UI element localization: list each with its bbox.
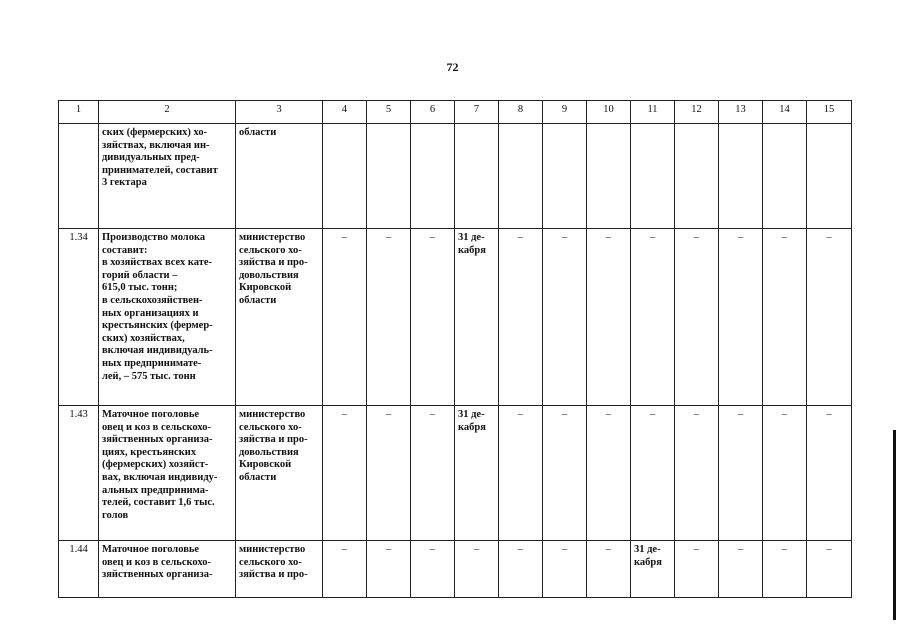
column-header: 4 bbox=[323, 101, 367, 124]
table-cell bbox=[631, 124, 675, 229]
column-header: 15 bbox=[807, 101, 852, 124]
column-header: 7 bbox=[455, 101, 499, 124]
deadline-cell: 31 де- кабря bbox=[455, 406, 499, 541]
table-cell bbox=[411, 124, 455, 229]
table-cell: – bbox=[587, 229, 631, 406]
table-cell bbox=[807, 124, 852, 229]
column-header: 6 bbox=[411, 101, 455, 124]
row-number bbox=[59, 124, 99, 229]
schedule-table bbox=[58, 100, 852, 598]
table-cell: – bbox=[367, 229, 411, 406]
table-row bbox=[59, 229, 852, 406]
row-responsible: области bbox=[236, 124, 323, 229]
column-header: 11 bbox=[631, 101, 675, 124]
table-cell: – bbox=[719, 406, 763, 541]
row-responsible: министерство сельского хо- зяйства и про- bbox=[236, 541, 323, 598]
table-cell bbox=[323, 124, 367, 229]
table-cell: – bbox=[631, 229, 675, 406]
column-header: 13 bbox=[719, 101, 763, 124]
table-cell bbox=[455, 124, 499, 229]
row-description: ских (фермерских) хо- зяйствах, включая ин- дивидуальных пред- принимателей, составит 3 гектара bbox=[99, 124, 236, 229]
table-cell: – bbox=[499, 541, 543, 598]
table-cell: – bbox=[323, 406, 367, 541]
row-description: Производство молока составит: в хозяйствах всех кате- горий области – 615,0 тыс. тонн; в сельскохозяйствен- ных организациях и крестьянских (фермер- ских) хозяйствах, включая индивидуаль- ных предпринимате- лей, – 575 тыс. тонн bbox=[99, 229, 236, 406]
column-header: 10 bbox=[587, 101, 631, 124]
table-cell: – bbox=[411, 541, 455, 598]
row-responsible: министерство сельского хо- зяйства и про- довольствия Кировской области bbox=[236, 406, 323, 541]
page-number: 72 bbox=[446, 60, 459, 74]
table-cell: – bbox=[543, 541, 587, 598]
deadline-cell: 31 де- кабря bbox=[631, 541, 675, 598]
table-cell: – bbox=[763, 406, 807, 541]
table-cell: – bbox=[323, 541, 367, 598]
table-cell: – bbox=[719, 541, 763, 598]
row-responsible: министерство сельского хо- зяйства и про- довольствия Кировской области bbox=[236, 229, 323, 406]
table-cell: – bbox=[675, 541, 719, 598]
table-cell bbox=[367, 124, 411, 229]
table-cell: – bbox=[543, 229, 587, 406]
header-row bbox=[59, 101, 852, 124]
table-cell bbox=[763, 124, 807, 229]
table-cell: – bbox=[323, 229, 367, 406]
scan-edge-mark bbox=[893, 430, 896, 620]
column-header: 8 bbox=[499, 101, 543, 124]
table-cell bbox=[675, 124, 719, 229]
table-cell: – bbox=[631, 406, 675, 541]
column-header: 1 bbox=[59, 101, 99, 124]
table-row bbox=[59, 124, 852, 229]
table-cell bbox=[587, 124, 631, 229]
table-cell: – bbox=[763, 541, 807, 598]
row-number: 1.44 bbox=[59, 541, 99, 598]
table-cell: – bbox=[499, 406, 543, 541]
table-row bbox=[59, 541, 852, 598]
table-cell: – bbox=[675, 229, 719, 406]
column-header: 3 bbox=[236, 101, 323, 124]
table-cell: – bbox=[587, 406, 631, 541]
column-header: 5 bbox=[367, 101, 411, 124]
table-cell: – bbox=[411, 229, 455, 406]
table-cell bbox=[719, 124, 763, 229]
table-cell: – bbox=[367, 541, 411, 598]
column-header: 2 bbox=[99, 101, 236, 124]
table-cell: – bbox=[411, 406, 455, 541]
table-cell bbox=[543, 124, 587, 229]
column-header: 12 bbox=[675, 101, 719, 124]
table-cell: – bbox=[455, 541, 499, 598]
table-cell: – bbox=[499, 229, 543, 406]
row-number: 1.34 bbox=[59, 229, 99, 406]
row-number: 1.43 bbox=[59, 406, 99, 541]
row-description: Маточное поголовье овец и коз в сельскохо- зяйственных организа- bbox=[99, 541, 236, 598]
table-cell: – bbox=[807, 541, 852, 598]
table-cell: – bbox=[543, 406, 587, 541]
table-cell: – bbox=[807, 229, 852, 406]
table-cell: – bbox=[719, 229, 763, 406]
table-cell: – bbox=[587, 541, 631, 598]
deadline-cell: 31 де- кабря bbox=[455, 229, 499, 406]
table-row bbox=[59, 406, 852, 541]
table-cell: – bbox=[675, 406, 719, 541]
table-cell: – bbox=[807, 406, 852, 541]
column-header: 9 bbox=[543, 101, 587, 124]
row-description: Маточное поголовье овец и коз в сельскохо- зяйственных организа- циях, крестьянских (фермерских) хозяйст- вах, включая индивиду- альных предпринима- телей, составит 1,6 тыс. голов bbox=[99, 406, 236, 541]
table-cell: – bbox=[367, 406, 411, 541]
column-header: 14 bbox=[763, 101, 807, 124]
table-cell: – bbox=[763, 229, 807, 406]
table-cell bbox=[499, 124, 543, 229]
